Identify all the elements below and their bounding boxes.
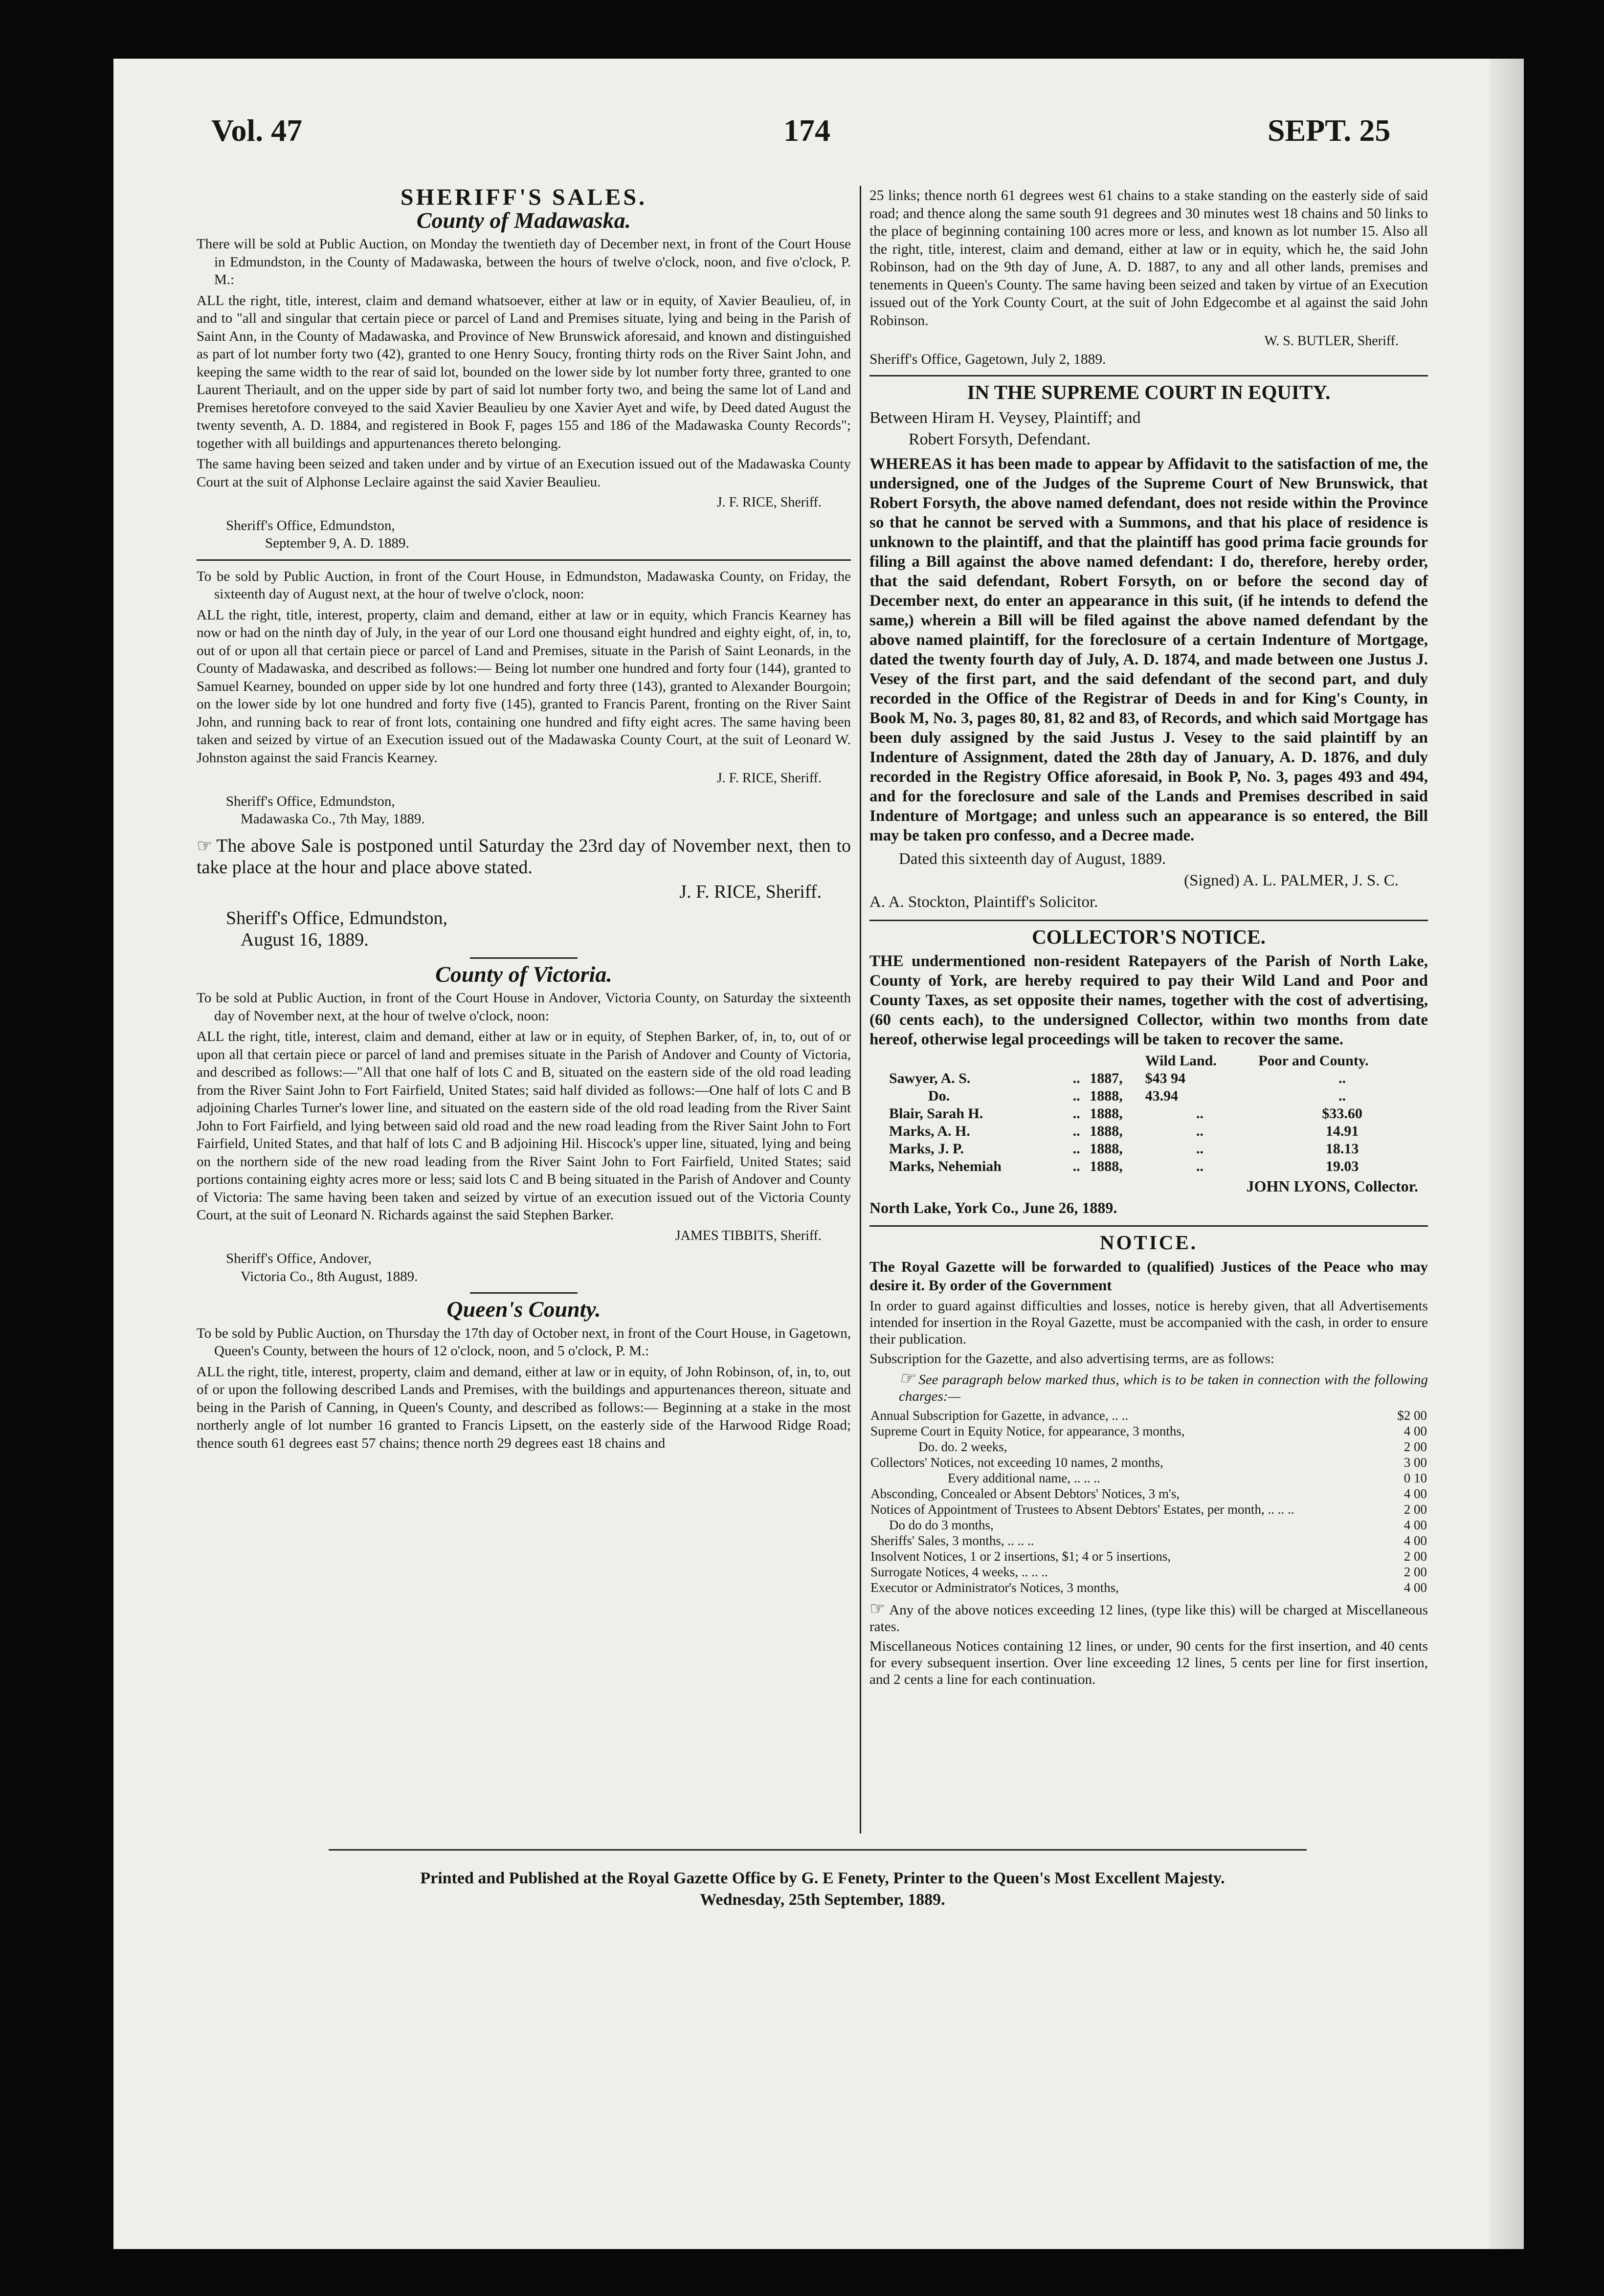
rate-label: Annual Subscription for Gazette, in advance, .. ..: [870, 1408, 1129, 1423]
leader-dots: ..: [1072, 1123, 1080, 1139]
notice-gazette-forwarding: The Royal Gazette will be forwarded to (qualified) Justices of the Peace who may desire it. By order of the Government: [869, 1258, 1428, 1294]
rate-amount: 2 00: [1404, 1564, 1427, 1579]
poor-county-amount: 19.03: [1325, 1158, 1359, 1174]
rate-amount: 4 00: [1404, 1533, 1427, 1548]
rate-label: Supreme Court in Equity Notice, for appearance, 3 months,: [870, 1423, 1185, 1438]
table-row: [869, 1486, 1428, 1501]
queens-heading: Queen's County.: [446, 1297, 601, 1322]
madawaska-notice2-signature: J. F. RICE, Sheriff.: [716, 771, 822, 786]
pointing-hand-icon: ☞: [197, 836, 213, 856]
left-column: [197, 184, 851, 1455]
rate-label: Do. do. 2 weeks,: [918, 1439, 1007, 1454]
table-row: [869, 1408, 1428, 1423]
wild-land-amount: ..: [1196, 1105, 1203, 1122]
madawaska-heading: County of Madawaska.: [416, 207, 631, 233]
wild-land-header: Wild Land.: [1145, 1053, 1217, 1069]
table-row: [869, 1087, 1428, 1105]
table-row: [869, 1105, 1428, 1123]
wild-land-amount: $43 94: [1145, 1070, 1186, 1086]
collector-place-date: North Lake, York Co., June 26, 1889.: [869, 1199, 1117, 1216]
ratepayer-name: Marks, A. H.: [889, 1123, 970, 1139]
pointing-hand-icon: ☞: [899, 1368, 915, 1388]
rate-label: Insolvent Notices, 1 or 2 insertions, $1; 4 or 5 insertions,: [870, 1548, 1171, 1564]
madawaska-notice1-body: ALL the right, title, interest, claim and demand whatsoever, either at law or in equity, of Xavier Beaulieu, of, in and to "all and singular that certain piece or parcel of Land and Premises situate, lying and being in the Parish of Saint Ann, in the County of Madawaska, and Province of New Brunswick aforesaid, and known and distinguished as part of lot number forty two (42), granted to one Henry Soucy, fronting thirty rods on the River Saint John, and keeping the same width to the rear of said lot, bounded on the lower side by lot number forty three, granted to one Laurent Theriault, and on the upper side by part of said lot number forty two, and being the same lot of Land and Premises heretofore conveyed to the said Xavier Beaulieu by one Xavier Ayet and wife, by Deed dated August the twenty seventh, A. D. 1884, and registered in Book F, pages 155 and 186 of the Madawaska County Records"; together with all buildings and appurtenances thereto belonging.: [197, 292, 851, 451]
section-rule: [869, 920, 1428, 921]
notice-misc-rates: Miscellaneous Notices containing 12 lines, or under, 90 cents for the first insertion, and 40 cents for every subsequent insertion. Over line exceeding 12 lines, 5 cents per line for first insertion, and 2 cents a line for each continuation.: [869, 1638, 1428, 1687]
table-row: [869, 1517, 1428, 1533]
victoria-date: Victoria Co., 8th August, 1889.: [241, 1268, 418, 1284]
right-column: [869, 187, 1428, 1691]
leader-dots: ..: [1072, 1105, 1080, 1122]
imprint-line: Printed and Published at the Royal Gazette Office by G. E Fenety, Printer to the Queen's Most Excellent Majesty.: [420, 1869, 1225, 1887]
table-row: [869, 1533, 1428, 1548]
rate-label: Notices of Appointment of Trustees to Absent Debtors' Estates, per month, .. .. ..: [870, 1501, 1294, 1517]
leader-dots: ..: [1072, 1158, 1080, 1174]
table-row: [869, 1564, 1428, 1580]
table-header-row: [869, 1052, 1428, 1070]
equity-title: IN THE SUPREME COURT IN EQUITY.: [967, 381, 1331, 403]
notice-cash-advance: In order to guard against difficulties and losses, notice is hereby given, that all Advertisements intended for insertion in the Royal Gazette, must be accompanied with the cash, in order to ensure their publication.: [869, 1298, 1428, 1347]
rate-amount: 2 00: [1404, 1439, 1427, 1454]
collector-title: COLLECTOR'S NOTICE.: [1032, 925, 1266, 948]
tax-year: 1888,: [1090, 1088, 1123, 1104]
rate-label: Collectors' Notices, not exceeding 10 names, 2 months,: [870, 1455, 1163, 1470]
madawaska-notice1-office: Sheriff's Office, Edmundston,: [226, 517, 395, 533]
victoria-body: ALL the right, title, interest, claim and demand, either at law or in equity, of Stephen Barker, of, in, to, out of or upon all that certain piece or parcel of land and premises situate in the Parish of Andover and County of Victoria, and described as follows:—"All that one half of lots C and B, situated on the eastern side of the old road leading from the River Saint John to Fort Fairfield, United States; said half divided as follows:—One half of lots C and B adjoining Charles Turner's lower line, and situated on the eastern side of the old road leading from the River Saint John to Fort Fairfield, and lying between said old road and the new road leading from the River Saint John to Fort Fairfield, United States, and that half of lots C and B adjoining Hil. Hiscock's upper line, situated, lying and being on the northern side of the new road leading from the River Saint John to Fort Fairfield, United States; said portions containing eighty acres more or less; said lots C and B being situated in the Parish of Andover and County of Victoria: The same having been taken and seized by virtue of an execution issued out of the Victoria County Court, at the suit of Leonard N. Richards against the said Stephen Barker.: [197, 1029, 851, 1223]
madawaska-notice2-office: Sheriff's Office, Edmundston,: [226, 793, 395, 809]
collector-body: THE undermentioned non-resident Ratepayers of the Parish of North Lake, County of York, are hereby required to pay their Wild Land and Poor and County Taxes, as set opposite their names, together with the cost of advertising, (60 cents each), to the undersigned Collector, within two months from date hereof, otherwise legal proceedings will be taken to recover the same.: [869, 952, 1428, 1048]
column-divider: [860, 186, 861, 1833]
table-row: [869, 1070, 1428, 1087]
table-row: [869, 1580, 1428, 1595]
equity-dated: Dated this sixteenth day of August, 1889.: [899, 850, 1166, 868]
madawaska-notice2-body: ALL the right, title, interest, property, claim and demand, either at law or in equity, which Francis Kearney has now or had on the ninth day of July, in the year of our Lord one thousand eight hundred and eighty eight, of, in, to, out of or upon all that certain piece or parcel of Land and Premises, situate in the Parish of Saint Leonards, in the County of Madawaska, and described as follows:— Being lot number one hundred and forty four (144), granted to Samuel Kearney, bounded on upper side by lot one hundred and forty three (143), granted to Alexander Bourgoin; on the lower side by lot one hundred and forty five (145), granted to Francis Parent, fronting on the River Saint John, and running back to rear of front lots, containing one hundred and fifty eight acres. The same having been taken and seized by virtue of an Execution issued out of the Madawaska County Court, at the suit of Leonard W. Johnston against the said Francis Kearney.: [197, 607, 851, 766]
leader-dots: ..: [1072, 1070, 1080, 1086]
leader-dots: ..: [1072, 1141, 1080, 1157]
tax-year: 1888,: [1090, 1123, 1123, 1139]
table-row: [869, 1123, 1428, 1140]
section-rule: [470, 957, 578, 959]
rate-label: Every additional name, .. .. ..: [948, 1470, 1100, 1485]
poor-county-amount: ..: [1338, 1088, 1346, 1104]
section-rule: [869, 375, 1428, 376]
madawaska-notice2-intro: To be sold by Public Auction, in front of the Court House, in Edmundston, Madawaska County, on Friday, the sixteenth day of August next, at the hour of twelve o'clock, noon:: [197, 568, 851, 602]
madawaska-postponed-office: Sheriff's Office, Edmundston,: [226, 907, 447, 928]
poor-county-amount: 14.91: [1325, 1123, 1359, 1139]
table-row: [869, 1501, 1428, 1517]
rate-amount: 4 00: [1404, 1580, 1427, 1595]
rate-label: Do do do 3 months,: [889, 1517, 994, 1532]
collector-signature: JOHN LYONS, Collector.: [1246, 1177, 1418, 1195]
rate-amount: 3 00: [1404, 1455, 1427, 1470]
notice-title: NOTICE.: [1099, 1231, 1198, 1254]
page-number: 174: [783, 113, 830, 148]
equity-defendant: Robert Forsyth, Defendant.: [909, 430, 1091, 448]
tax-year: 1888,: [1090, 1105, 1123, 1122]
table-row: [869, 1140, 1428, 1158]
rate-amount: 4 00: [1404, 1423, 1427, 1438]
poor-county-header: Poor and County.: [1258, 1053, 1369, 1069]
table-row: [869, 1548, 1428, 1564]
equity-signed: (Signed) A. L. PALMER, J. S. C.: [1184, 871, 1399, 889]
rate-amount: 0 10: [1404, 1470, 1427, 1485]
equity-between: Between Hiram H. Veysey, Plaintiff; and: [869, 408, 1141, 427]
madawaska-notice1-seized: The same having been seized and taken under and by virtue of an Execution issued out of the Madawaska County Court at the suit of Alphonse Leclaire against the said Xavier Beaulieu.: [197, 456, 851, 490]
queens-body: ALL the right, title, interest, property, claim and demand, either at law or in equity, of John Robinson, of, in, to, out of or upon the following described Lands and Premises, with the buildings and appurtenances thereon, situate and being in the Parish of Canning, in Queen's County, and described as follows:— Beginning at a stake in the most northerly angle of lot number 16 granted to Francis Lipsett, on the easterly side of the Harwood Ridge Road; thence south 61 degrees east 57 chains; thence north 29 degrees east 18 chains and: [197, 1364, 851, 1451]
table-row: [869, 1439, 1428, 1455]
madawaska-notice1-intro: There will be sold at Public Auction, on Monday the twentieth day of December next, in front of the Court House in Edmundston, in the County of Madawaska, between the hours of twelve o'clock, noon, and five o'clock, P. M.:: [197, 236, 851, 287]
rate-amount: 4 00: [1404, 1486, 1427, 1501]
rate-amount: 2 00: [1404, 1548, 1427, 1564]
wild-land-amount: ..: [1196, 1141, 1203, 1157]
section-rule: [869, 1225, 1428, 1227]
tax-year: 1888,: [1090, 1158, 1123, 1174]
postponed-notice: The above Sale is postponed until Saturday the 23rd day of November next, then to take place at the hour and place above stated.: [197, 835, 851, 878]
rate-label: Sheriffs' Sales, 3 months, .. .. ..: [870, 1533, 1034, 1548]
section-rule: [197, 559, 851, 561]
tax-year: 1888,: [1090, 1141, 1123, 1157]
wild-land-amount: 43.94: [1145, 1088, 1179, 1104]
madawaska-postponed-date: August 16, 1889.: [241, 929, 369, 950]
table-row: [869, 1158, 1428, 1175]
wild-land-amount: ..: [1196, 1123, 1203, 1139]
ratepayer-name: Marks, Nehemiah: [889, 1158, 1002, 1174]
ratepayer-name: Marks, J. P.: [889, 1141, 964, 1157]
madawaska-postponed-signature: J. F. RICE, Sheriff.: [679, 881, 822, 902]
tax-year: 1887,: [1090, 1070, 1123, 1086]
rate-amount: 4 00: [1404, 1517, 1427, 1532]
notice-see-paragraph: See paragraph below marked thus, which is to be taken in connection with the following charges:—: [899, 1371, 1428, 1404]
leader-dots: ..: [1072, 1088, 1080, 1104]
table-row: [869, 1470, 1428, 1486]
rate-label: Surrogate Notices, 4 weeks, .. .. ..: [870, 1564, 1048, 1579]
gazette-page: [113, 59, 1524, 2249]
equity-body: WHEREAS it has been made to appear by Affidavit to the satisfaction of me, the undersigned, one of the Judges of the Supreme Court of New Brunswick, that Robert Forsyth, the above named defendant, does not reside within the Province so that he cannot be served with a Summons, and that his place of residence is unknown to the plaintiff, and that the plaintiff has good prima facie grounds for filing a Bill against the above named defendant: I do, therefore, hereby order, that the said defendant, Robert Forsyth, on or before the second day of December next, do enter an appearance in this suit, (if he intends to defend the same,) wherein a Bill will be filed against the above named defendant by the above named plaintiff, for the foreclosure of a certain Indenture of Mortgage, dated the twenty fourth day of July, A. D. 1874, and made between one Justus J. Vesey of the first part, and the said defendant of the second part, and duly recorded in the Office of the Registrar of Deeds in and for King's County, in Book M, No. 3, pages 80, 81, 82 and 83, of Records, and which said Mortgage has been duly assigned by the said Justus J. Vesey to the said plaintiff by an Indenture of Assignment, dated the 28th day of January, A. D. 1876, and duly recorded in the Registry Office aforesaid, in Book P, No. 3, pages 493 and 494, and for the foreclosure and sale of the Lands and Premises described in said Indenture of Mortgage; and unless such an appearance is so entered, the Bill may be taken pro confesso, and a Decree made.: [869, 455, 1428, 844]
ratepayer-name: Do.: [928, 1088, 950, 1104]
queens-office: Sheriff's Office, Gagetown, July 2, 1889.: [869, 351, 1106, 367]
victoria-intro: To be sold at Public Auction, in front of the Court House in Andover, Victoria County, on Saturday the sixteenth day of November next, at the hour of twelve o'clock, noon:: [197, 990, 851, 1024]
imprint-date: Wednesday, 25th September, 1889.: [700, 1891, 945, 1909]
queens-body-continued: 25 links; thence north 61 degrees west 61 chains to a stake standing on the easterly side of said road; and thence along the same south 91 degrees and 30 minutes west 18 chains and 50 links to the place of beginning containing 100 acres more or less, and known as lot number 15. Also all the right, title, interest, claim and demand, either at law or in equity, which he, the said John Robinson, had on the 9th day of June, A. D. 1887, to any and all other lands, premises and tenements in Queen's County. The same having been seized and taken by virtue of an Execution issued out of the York County Court, at the suit of John Edgecombe et al against the said John Robinson.: [869, 188, 1428, 329]
section-rule: [470, 1292, 578, 1294]
rate-label: Absconding, Concealed or Absent Debtors' Notices, 3 m's,: [870, 1486, 1180, 1501]
notice-excess-lines: Any of the above notices exceeding 12 lines, (type like this) will be charged at Miscellaneous rates.: [869, 1602, 1428, 1634]
tax-table: [869, 1052, 1428, 1175]
advertising-rates-table: [869, 1408, 1428, 1595]
poor-county-amount: $33.60: [1322, 1105, 1362, 1122]
ratepayer-name: Sawyer, A. S.: [889, 1070, 971, 1086]
madawaska-notice2-date: Madawaska Co., 7th May, 1889.: [241, 811, 425, 827]
madawaska-notice1-date: September 9, A. D. 1889.: [265, 535, 409, 551]
victoria-office: Sheriff's Office, Andover,: [226, 1251, 372, 1266]
poor-county-amount: 18.13: [1325, 1141, 1359, 1157]
poor-county-amount: ..: [1338, 1070, 1346, 1086]
rate-amount: 2 00: [1404, 1501, 1427, 1517]
ratepayer-name: Blair, Sarah H.: [889, 1105, 983, 1122]
equity-solicitor: A. A. Stockton, Plaintiff's Solicitor.: [869, 893, 1098, 911]
sheriffs-sales-title: SHERIFF'S SALES.: [400, 184, 647, 210]
victoria-signature: JAMES TIBBITS, Sheriff.: [675, 1228, 822, 1243]
victoria-heading: County of Victoria.: [435, 961, 612, 987]
table-row: [869, 1455, 1428, 1470]
queens-intro: To be sold by Public Auction, on Thursday the 17th day of October next, in front of the Court House, in Gagetown, Queen's County, between the hours of 12 o'clock, noon, and 5 o'clock, P. M.:: [197, 1325, 851, 1359]
rate-label: Executor or Administrator's Notices, 3 months,: [870, 1580, 1119, 1595]
footer-rule: [329, 1849, 1307, 1851]
madawaska-notice1-signature: J. F. RICE, Sheriff.: [716, 495, 822, 510]
volume-number: Vol. 47: [211, 113, 303, 148]
imprint-footer: [211, 1868, 1434, 1911]
table-row: [869, 1423, 1428, 1439]
notice-terms-intro: Subscription for the Gazette, and also advertising terms, are as follows:: [869, 1350, 1274, 1367]
wild-land-amount: ..: [1196, 1158, 1203, 1174]
pointing-hand-icon: ☞: [869, 1598, 886, 1618]
issue-date: SEPT. 25: [1268, 113, 1391, 148]
queens-signature: W. S. BUTLER, Sheriff.: [1264, 333, 1399, 349]
rate-amount: $2 00: [1397, 1408, 1427, 1423]
